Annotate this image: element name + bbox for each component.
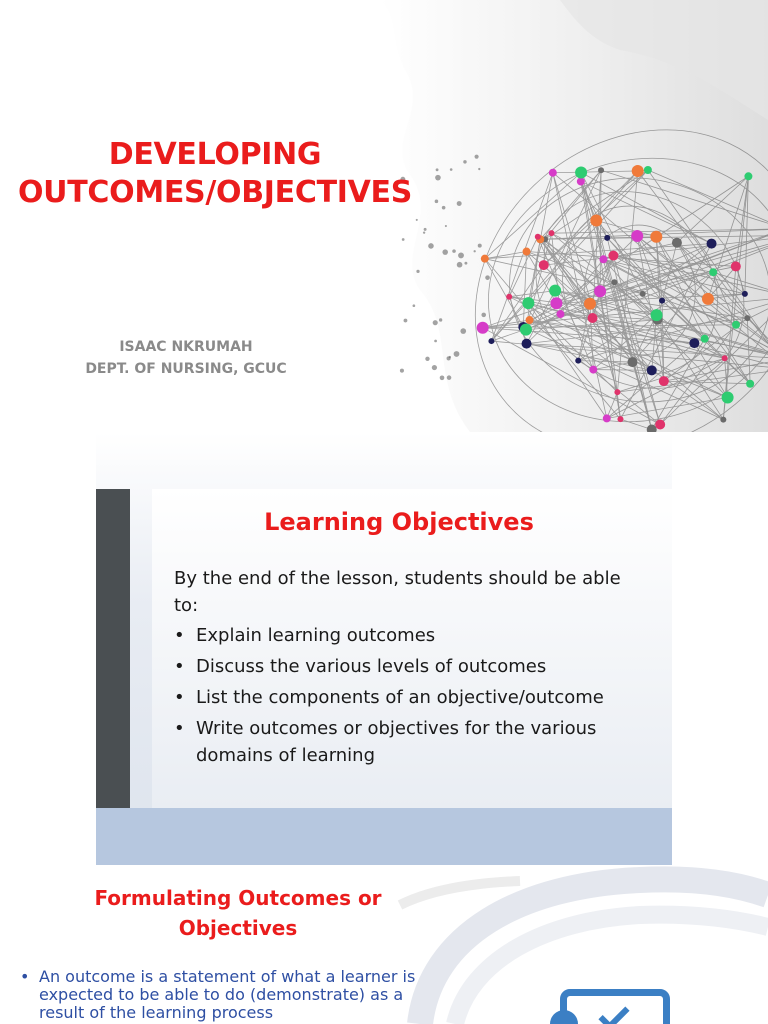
list-item [174,684,644,711]
title-slide [0,0,768,432]
intro-text: By the end of the lesson, students should be able to: [174,568,621,616]
bullet: • [174,687,185,708]
outcome-definition [20,968,450,1022]
author-department: DEPT. OF NURSING, GCUC [85,361,287,377]
title-line-2: OUTCOMES/OBJECTIVES [17,175,413,210]
objectives-list [174,622,644,773]
bullet: • [174,625,185,646]
objectives-slide [96,432,672,865]
bullet: • [20,967,30,986]
list-item-text: Discuss the various levels of outcomes [196,656,547,677]
slide-title: Formulating Outcomes or Objectives [94,886,382,940]
title-line-1: DEVELOPING [108,137,322,172]
list-item [174,653,644,680]
outcome-definition-text: An outcome is a statement of what a learner is expected to be able to do (demonstrate) as a result of the learning process [39,967,416,1022]
bullet: • [174,718,185,739]
list-item [174,715,644,769]
bottom-band [96,808,672,865]
list-item-text: List the components of an objective/outcome [196,687,604,708]
list-item-text: Write outcomes or objectives for the various domains of learning [196,718,597,766]
list-item [174,622,644,649]
author-name: ISAAC NKRUMAH [119,339,253,355]
bullet: • [174,656,185,677]
author-block [0,336,372,380]
presentation-title [0,136,430,212]
list-item-text: Explain learning outcomes [196,625,436,646]
formulating-slide [0,865,768,1024]
accent-bar [96,489,130,808]
slide-title: Learning Objectives [264,508,534,536]
